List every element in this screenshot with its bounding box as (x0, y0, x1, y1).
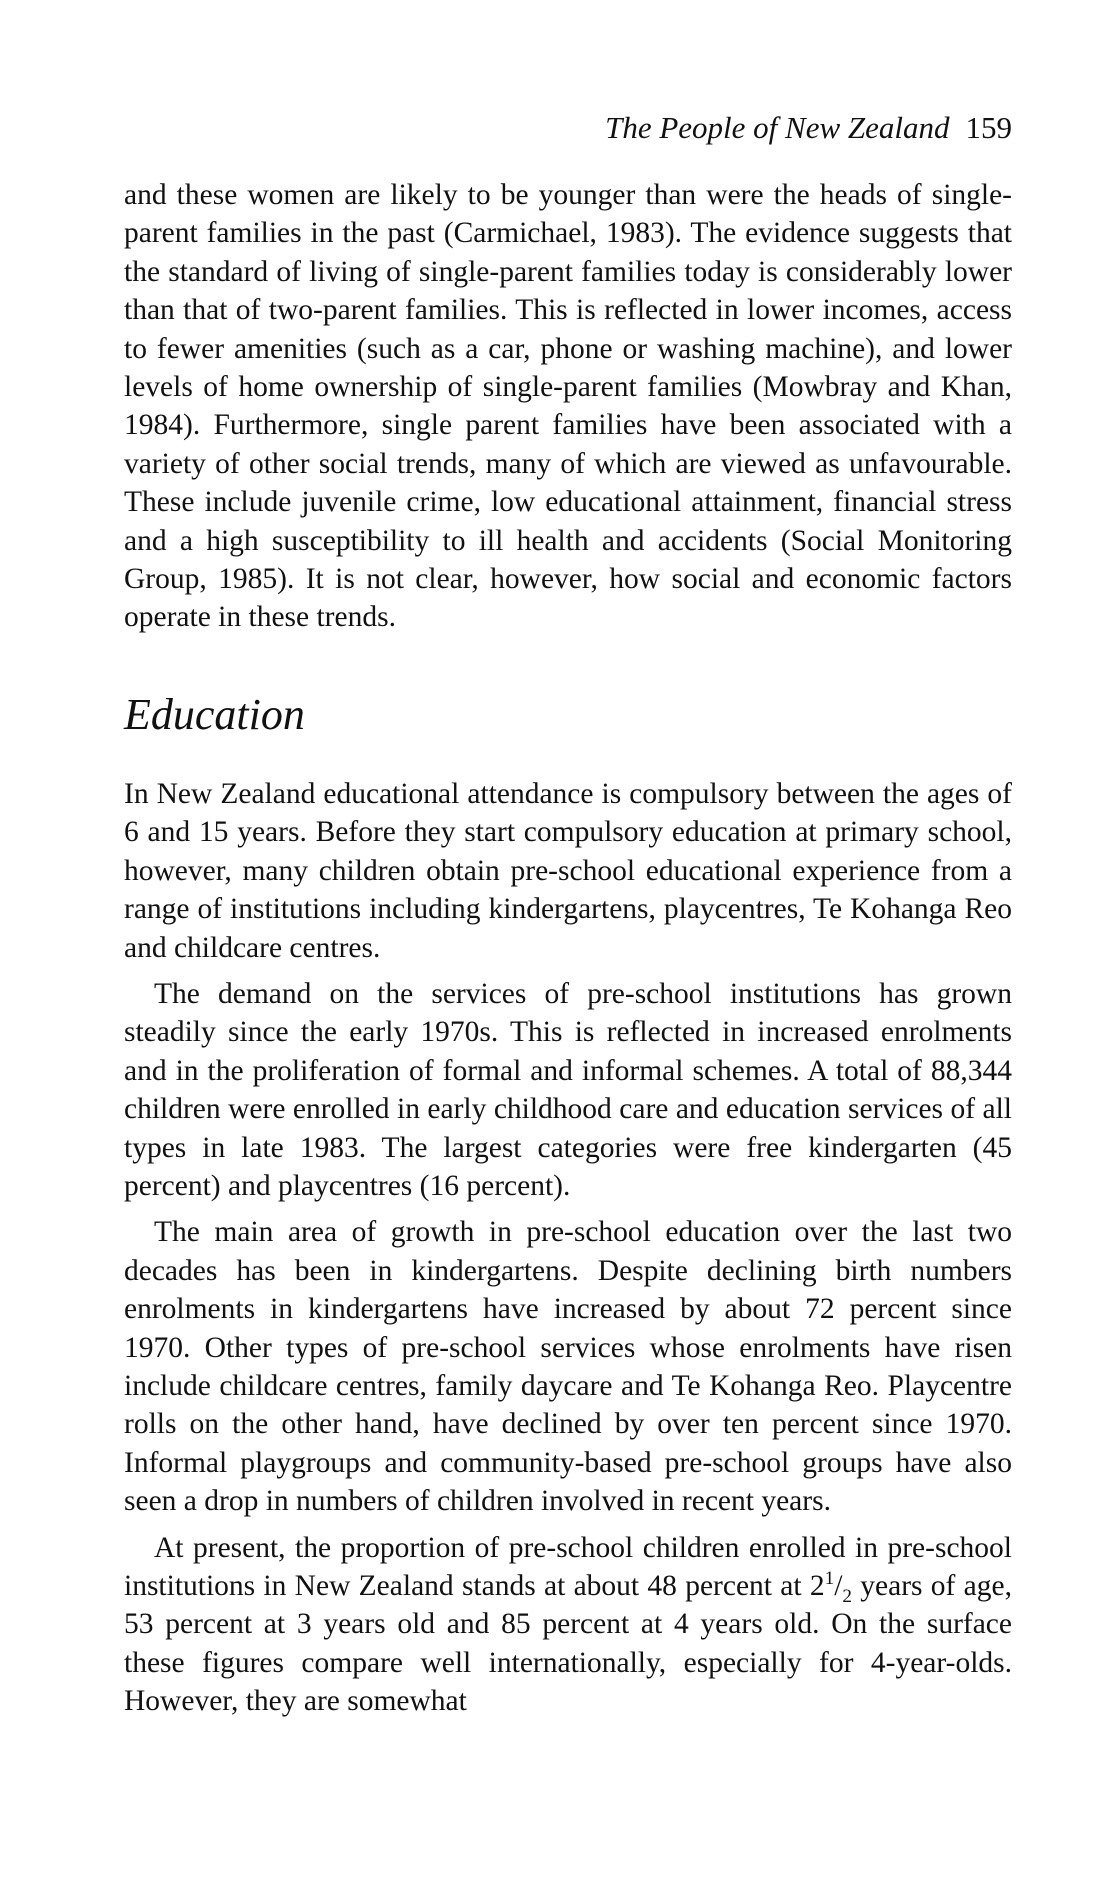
body-paragraph: and these women are likely to be younger than were the heads of single-parent families in the past (Carmichael, 1983). The evidence suggests that the standard of living of single-parent families today is considerably lower than that of two-parent families. This is reflected in lower incomes, access to fewer amenities (such as a car, phone or washing machine), and lower levels of home ownership of single-parent families (Mowbray and Khan, 1984). Furthermore, single parent families have been associated with a variety of other social trends, many of which are viewed as unfavourable. These include juvenile crime, low educational attainment, financial stress and a high susceptibility to ill health and accidents (Social Monitoring Group, 1985). It is not clear, however, how social and economic factors operate in these trends. (124, 179, 1012, 634)
running-title: The People of New Zealand (605, 110, 950, 145)
fraction-numerator: 1 (824, 1568, 835, 1590)
body-paragraph: In New Zealand educational attendance is compulsory between the ages of 6 and 15 years. Before they start compulsory education at primary school, however, many children obtain pre-school educational experience from a range of institutions including kindergartens, playcentres, Te Kohanga Reo and childcare centres. (124, 777, 1012, 964)
paragraph-text-part: At present, the proportion of pre-school children enrolled in pre-school institutions in New Zealand stands at about 48 percent at 2 (124, 1531, 1012, 1602)
fraction-denominator: 2 (842, 1585, 852, 1607)
body-paragraph (124, 1529, 1012, 1721)
fraction-slash: / (834, 1570, 843, 1602)
paragraph-text-part: years of age, 53 percent at 3 years old and 85 percent at 4 years old. On the surface these figures compare well internationally, especially for 4-year-olds. However, they are somewhat (124, 1570, 1012, 1718)
body-paragraph: The main area of growth in pre-school education over the last two decades has been in kindergartens. Despite declining birth numbers enrolments in kindergartens have increased by about 72 percent since 1970. Other types of pre-school services whose enrolments have risen include childcare centres, family daycare and Te Kohanga Reo. Playcentre rolls on the other hand, have declined by over ten percent since 1970. Informal playgroups and community-based pre-school groups have also seen a drop in numbers of children involved in recent years. (124, 1216, 1012, 1518)
page-number: 159 (965, 110, 1012, 145)
book-page (124, 108, 1012, 1721)
running-header (124, 108, 1012, 148)
body-paragraph: The demand on the services of pre-school institutions has grown steadily since the early 1970s. This is reflected in increased enrolments and in the proliferation of formal and informal schemes. A total of 88,344 children were enrolled in early childhood care and education services of all types in late 1983. The largest categories were free kindergarten (45 percent) and playcentres (16 percent). (124, 977, 1012, 1202)
section-heading: Education (124, 689, 305, 739)
